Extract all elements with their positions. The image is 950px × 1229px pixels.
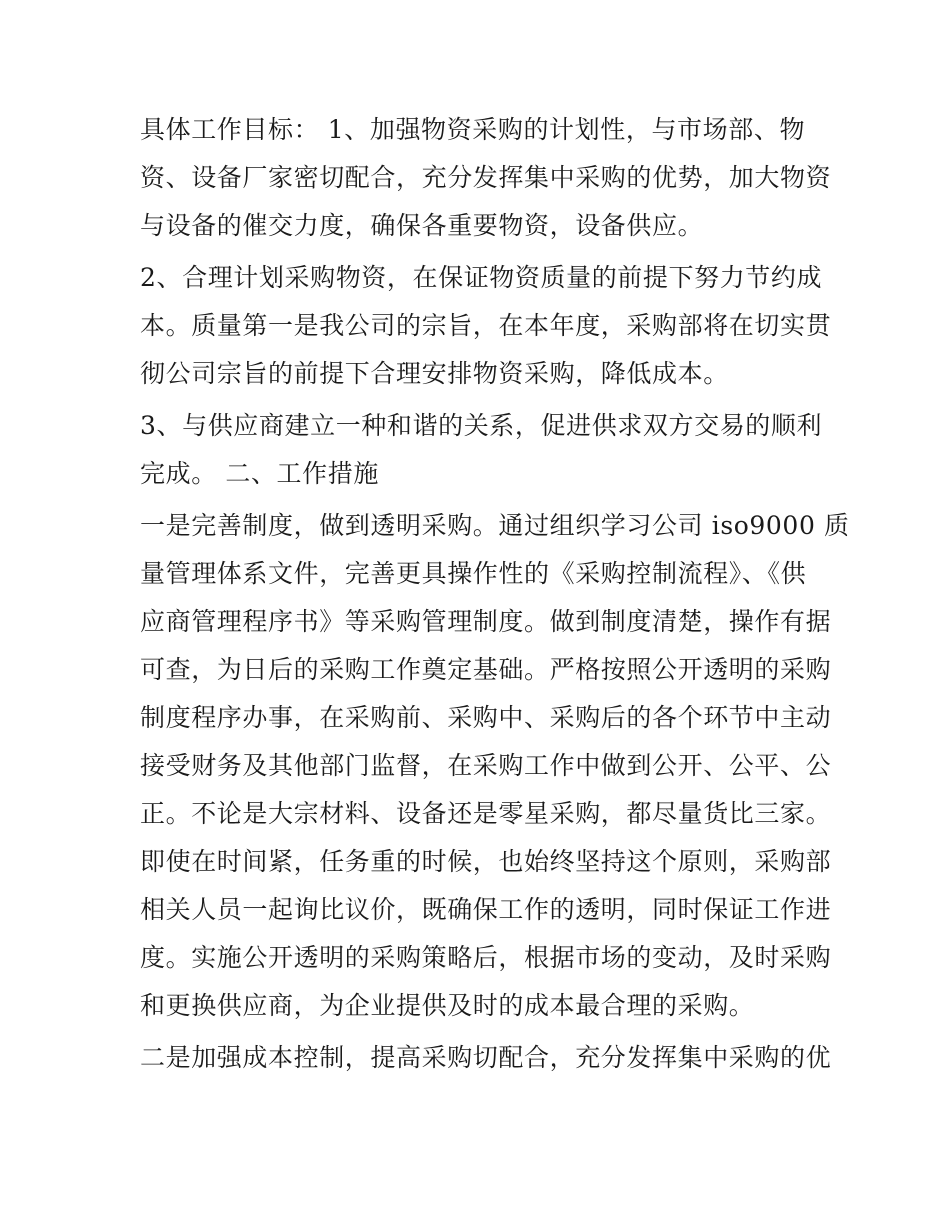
- text-line: 可查，为日后的采购工作奠定基础。严格按照公开透明的采购: [140, 655, 832, 684]
- text-line: 度。实施公开透明的采购策略后，根据市场的变动，及时采购: [140, 943, 832, 972]
- text-line: 3、与供应商建立一种和谐的关系，促进供求双方交易的顺利: [140, 411, 823, 440]
- text-line: 具体工作目标： 1、加强物资采购的计划性，与市场部、物: [140, 115, 806, 144]
- text-line: 完成。 二、工作措施: [140, 459, 379, 488]
- text-line: 2、合理计划采购物资，在保证物资质量的前提下努力节约成: [140, 263, 823, 292]
- text-line: 本。质量第一是我公司的宗旨，在本年度，采购部将在切实贯: [140, 311, 832, 340]
- text-line: 和更换供应商，为企业提供及时的成本最合理的采购。: [140, 991, 755, 1020]
- text-line: 二是加强成本控制，提高采购切配合，充分发挥集中采购的优: [140, 1043, 832, 1072]
- text-line: 即使在时间紧，任务重的时候，也始终坚持这个原则，采购部: [140, 847, 832, 876]
- text-line: 正。不论是大宗材料、设备还是零星采购，都尽量货比三家。: [140, 799, 832, 828]
- document-body: [140, 106, 850, 1082]
- text-line: 资、设备厂家密切配合，充分发挥集中采购的优势，加大物资: [140, 163, 832, 192]
- text-line: 量管理体系文件，完善更具操作性的《采购控制流程》、《供: [140, 559, 807, 588]
- text-line: 相关人员一起询比议价，既确保工作的透明，同时保证工作进: [140, 895, 832, 924]
- text-line: 制度程序办事，在采购前、采购中、采购后的各个环节中主动: [140, 703, 832, 732]
- text-line: 与设备的催交力度，确保各重要物资，设备供应。: [140, 211, 704, 240]
- text-line: 应商管理程序书》等采购管理制度。做到制度清楚，操作有据: [140, 607, 832, 636]
- text-line: 接受财务及其他部门监督，在采购工作中做到公开、公平、公: [140, 751, 832, 780]
- text-line: 彻公司宗旨的前提下合理安排物资采购，降低成本。: [140, 359, 729, 388]
- text-line: 一是完善制度，做到透明采购。通过组织学习公司 iso9000 质: [140, 511, 850, 540]
